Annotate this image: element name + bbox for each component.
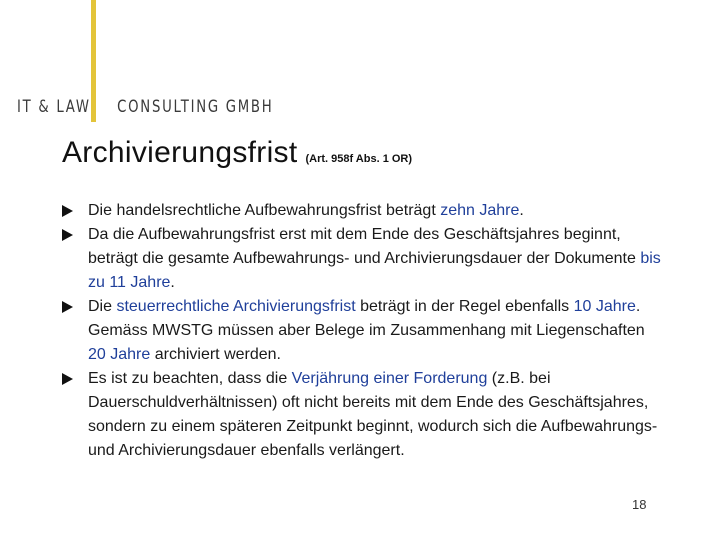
bullet-text: Es ist zu beachten, dass die xyxy=(88,370,292,387)
bullet-text: (z.B. bei Dauerschuldverhältnissen) oft nicht bereits mit dem Ende des Geschäftsjahres, sondern zu einem späteren Zeitpunkt beginnt, wodurch sich die Aufbewahrungs- und Archivierungsdauer ebenfalls verlängert. xyxy=(88,370,658,459)
bullet-text: Die handelsrechtliche Aufbewahrungsfrist beträgt xyxy=(88,202,441,219)
bullet-text: Da die Aufbewahrungsfrist erst mit dem Ende des Geschäftsjahres beginnt, beträgt die gesamte Aufbewahrungs- und Archivierungsdauer der Dokumente xyxy=(88,226,641,267)
bullet-list xyxy=(62,199,662,463)
bullet-item xyxy=(62,295,662,367)
highlight-text: 20 Jahre xyxy=(88,346,151,363)
bullet-item xyxy=(62,367,662,463)
bullet-text: beträgt in der Regel ebenfalls xyxy=(355,298,574,315)
arrow-bullet-icon xyxy=(62,229,73,241)
arrow-bullet-icon xyxy=(62,205,73,217)
highlight-text: zehn Jahre xyxy=(440,202,520,219)
bullet-text: . xyxy=(170,274,175,291)
highlight-text: bis zu 11 Jahre xyxy=(88,250,661,291)
slide-title-row xyxy=(62,136,412,170)
bullet-text: . Gemäss MWSTG müssen aber Belege im Zusammenhang mit Liegenschaften xyxy=(88,298,645,339)
page-number: 18 xyxy=(632,497,647,512)
bullet-item xyxy=(62,199,662,223)
slide-title: Archivierungsfrist xyxy=(62,136,298,169)
slide-subtitle: (Art. 958f Abs. 1 OR) xyxy=(305,153,413,165)
bullet-text: Die xyxy=(88,298,117,315)
highlight-text: steuerrechtliche Archivierungsfrist xyxy=(116,298,356,315)
highlight-text: 10 Jahre xyxy=(573,298,636,315)
company-logo xyxy=(17,97,273,117)
bullet-text: archiviert werden. xyxy=(150,346,281,363)
arrow-bullet-icon xyxy=(62,373,73,385)
logo-right-text: CONSULTING GMBH xyxy=(117,97,274,117)
highlight-text: Verjährung einer Forderung xyxy=(291,370,488,387)
bullet-item xyxy=(62,223,662,295)
bullet-text: . xyxy=(519,202,524,219)
arrow-bullet-icon xyxy=(62,301,73,313)
logo-left-text: IT & LAW xyxy=(17,97,91,117)
